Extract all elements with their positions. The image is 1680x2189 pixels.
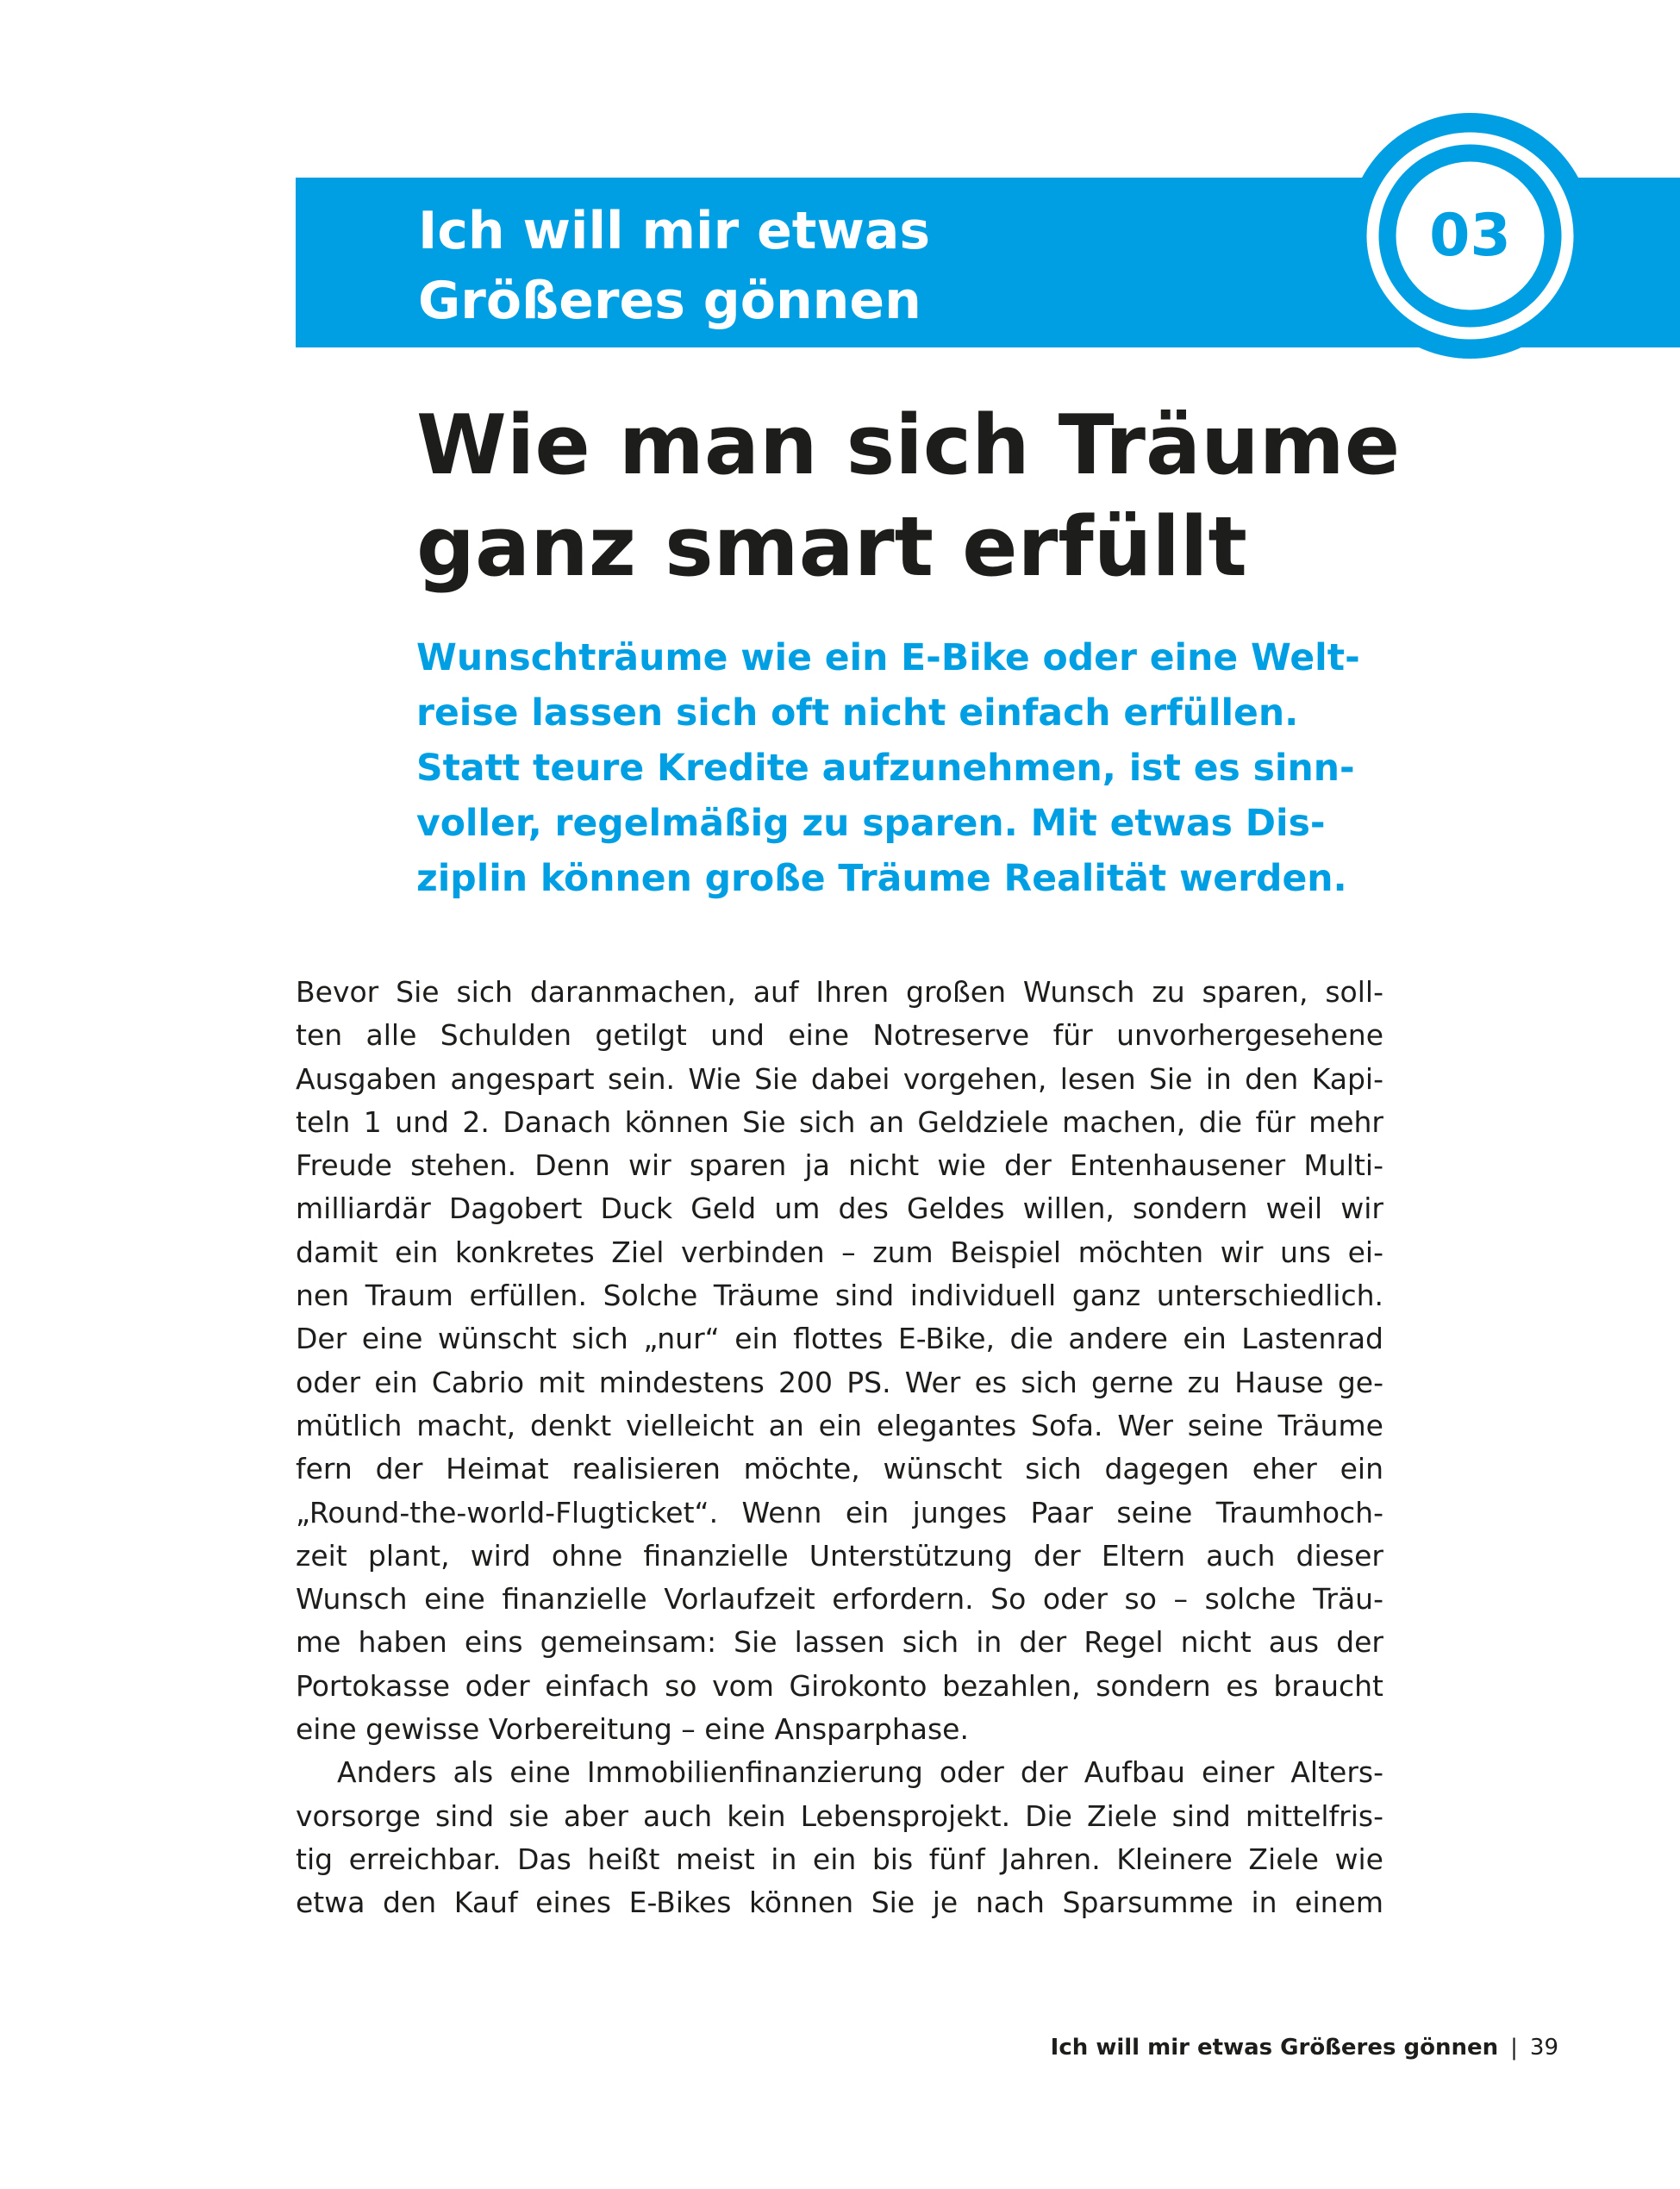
page-number: 39 (1529, 2035, 1558, 2061)
body-line: eine gewisse Vorbereitung – eine Ansparphase. (296, 1712, 969, 1747)
body-line: Bevor Sie sich daranmachen, auf Ihren großen Wunsch zu sparen, soll- (296, 975, 1383, 1009)
body-line: zeit plant, wird ohne finanzielle Unterstützung der Eltern auch dieser (296, 1538, 1383, 1573)
lead-line: voller, regelmäßig zu sparen. Mit etwas Dis- (416, 803, 1326, 845)
lead-line: Statt teure Kredite aufzunehmen, ist es sinn- (416, 747, 1355, 790)
article-title-line: ganz smart erfüllt (416, 500, 1247, 595)
body-text (296, 971, 1383, 1925)
body-line: ten alle Schulden getilgt und eine Notreserve für unvorhergesehene (296, 1018, 1383, 1053)
lead-line: ziplin können große Träume Realität werden. (416, 858, 1347, 900)
chapter-number: 03 (1429, 202, 1511, 270)
chapter-title (418, 197, 1280, 336)
body-line: milliardär Dagobert Duck Geld um des Geldes willen, sondern weil wir (296, 1191, 1383, 1226)
body-line: Wunsch eine finanzielle Vorlaufzeit erfordern. So oder so – solche Träu- (296, 1582, 1383, 1617)
body-line: Portokasse oder einfach so vom Girokonto bezahlen, sondern es braucht (296, 1668, 1383, 1703)
lead-paragraph (416, 631, 1451, 907)
running-head: Ich will mir etwas Größeres gönnen (1050, 2035, 1499, 2061)
body-line: etwa den Kauf eines E-Bikes können Sie je nach Sparsumme in einem (296, 1886, 1383, 1920)
article-title (416, 395, 1451, 598)
body-line: me haben eins gemeinsam: Sie lassen sich in der Regel nicht aus der (296, 1625, 1383, 1660)
body-line: Ausgaben angespart sein. Wie Sie dabei vorgehen, lesen Sie in den Kapi- (296, 1061, 1383, 1096)
body-line: teln 1 und 2. Danach können Sie sich an Geldziele machen, die für mehr (296, 1104, 1383, 1139)
body-line: „Round-the-world-Flugticket“. Wenn ein junges Paar seine Traumhoch- (296, 1495, 1383, 1529)
footer-separator: | (1510, 2035, 1518, 2061)
body-line: damit ein konkretes Ziel verbinden – zum Beispiel möchten wir uns ei- (296, 1235, 1383, 1269)
body-line: vorsorge sind sie aber auch kein Lebensprojekt. Die Ziele sind mittelfris- (296, 1798, 1383, 1833)
body-line: oder ein Cabrio mit mindestens 200 PS. Wer es sich gerne zu Hause ge- (296, 1365, 1383, 1399)
body-line: Anders als eine Immobilienfinanzierung oder der Aufbau einer Alters- (337, 1755, 1383, 1790)
lead-line: Wunschträume wie ein E-Bike oder eine Welt- (416, 637, 1360, 679)
body-line: Freude stehen. Denn wir sparen ja nicht wie der Entenhausener Multi- (296, 1148, 1383, 1183)
article-title-line: Wie man sich Träume (416, 398, 1401, 493)
lead-line: reise lassen sich oft nicht einfach erfüllen. (416, 692, 1299, 735)
body-line: Der eine wünscht sich „nur“ ein flottes E-Bike, die andere ein Lastenrad (296, 1322, 1383, 1356)
body-line: fern der Heimat realisieren möchte, wünscht sich dagegen eher ein (296, 1452, 1383, 1486)
body-line: nen Traum erfüllen. Solche Träume sind individuell ganz unterschiedlich. (296, 1279, 1383, 1313)
body-line: tig erreichbar. Das heißt meist in ein bis fünf Jahren. Kleinere Ziele wie (296, 1842, 1383, 1876)
page-footer (1051, 2030, 1558, 2065)
chapter-title-line: Ich will mir etwas (418, 201, 931, 261)
chapter-title-line: Größeres gönnen (418, 271, 921, 331)
body-line: mütlich macht, denkt vielleicht an ein elegantes Sofa. Wer seine Träume (296, 1408, 1383, 1442)
